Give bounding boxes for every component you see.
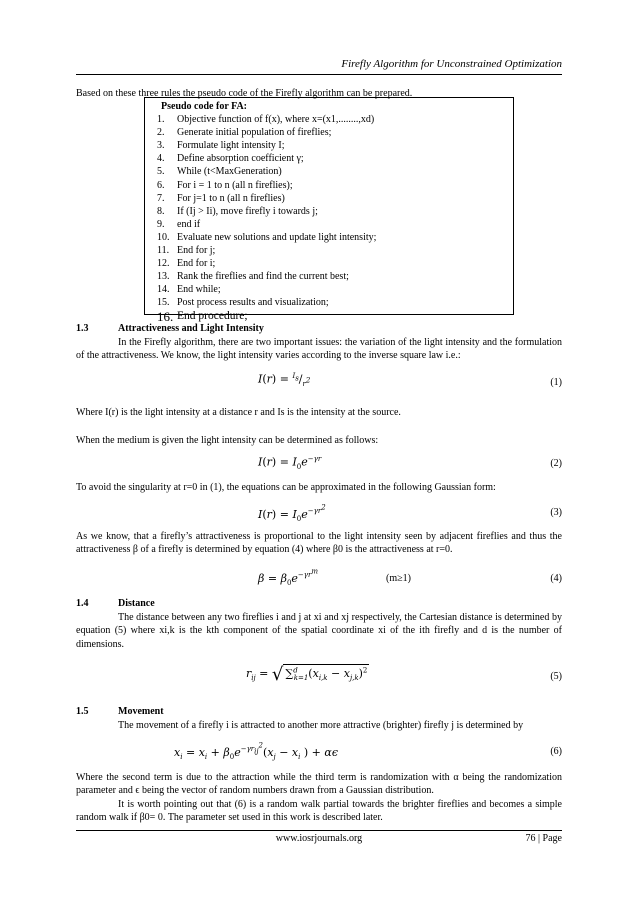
section-1-5-text-1: The movement of a firefly i is attracted to another more attractive (brighter) firefly j is determined by	[118, 720, 524, 731]
equation-4-number: (4)	[550, 573, 562, 584]
line-text: Generate initial population of fireflies;	[177, 127, 332, 139]
line-number: 13.	[157, 271, 170, 283]
line-text: End procedure;	[177, 309, 248, 322]
pseudo-code-line	[157, 165, 513, 178]
pseudo-code-line	[157, 205, 513, 218]
pseudo-code-line	[157, 139, 513, 152]
intro-text: Based on these three rules the pseudo code of the Firefly algorithm can be prepared.	[76, 88, 413, 99]
equation-3: $I(r) = I_0e^{-\gamma r^2}$	[258, 504, 326, 524]
section-1-3-text-5: As we know, that a firefly’s attractiveness is proportional to the light intensity seen by adjacent fireflies and thus the attractiveness β of a firefly is determined by equation (4) where β0 is the attractiveness at r=0.	[76, 531, 562, 556]
line-number: 12.	[157, 258, 170, 270]
section-heading-1-5	[76, 706, 164, 717]
pseudo-code-line	[157, 257, 513, 270]
line-text: For i = 1 to n (all n fireflies);	[177, 179, 293, 191]
section-number: 1.3	[76, 323, 89, 334]
pseudo-code-line	[157, 296, 513, 309]
line-number: 2.	[157, 127, 165, 139]
line-number: 7.	[157, 192, 165, 204]
line-text: Define absorption coefficient γ;	[177, 153, 304, 165]
running-title: Firefly Algorithm for Unconstrained Optimization	[341, 58, 562, 70]
section-number: 1.5	[76, 706, 89, 717]
pseudo-code-line	[157, 179, 513, 192]
section-1-3-text-3: When the medium is given the light intensity can be determined as follows:	[76, 435, 379, 446]
line-number: 10.	[157, 231, 170, 243]
line-number: 11.	[157, 245, 170, 257]
pseudo-code-line	[157, 126, 513, 139]
pseudo-code-line	[157, 310, 513, 323]
line-text: End for i;	[177, 258, 216, 270]
equation-4: $\beta = \beta_0e^{-\gamma r^m}$	[258, 568, 318, 588]
line-text: While (t<MaxGeneration)	[177, 166, 282, 178]
footer-site: www.iosrjournals.org	[275, 833, 363, 844]
section-title: Distance	[118, 598, 155, 609]
line-number: 16.	[157, 308, 174, 324]
line-text: end if	[177, 218, 201, 230]
pseudo-code-box	[144, 97, 514, 324]
line-number: 3.	[157, 140, 165, 152]
pseudo-code-line	[157, 113, 513, 126]
line-text: Objective function of f(x), where x=(x1,........,xd)	[177, 114, 375, 126]
line-number: 14.	[157, 284, 170, 296]
line-text: End while;	[177, 284, 221, 296]
pseudo-code-line	[157, 283, 513, 296]
equation-3-number: (3)	[550, 507, 562, 518]
equation-6-number: (6)	[550, 746, 562, 757]
pseudo-code-title: Pseudo code for FA:	[161, 101, 248, 112]
line-text: End for j;	[177, 245, 216, 257]
line-number: 5.	[157, 166, 165, 178]
pseudo-code-line	[157, 152, 513, 165]
pseudo-code-line	[157, 244, 513, 257]
equation-2: $I(r) = I_0e^{-\gamma r}$	[258, 455, 322, 471]
pseudo-code-line	[157, 192, 513, 205]
line-text: Evaluate new solutions and update light intensity;	[177, 231, 377, 243]
equation-5: $r_{ij}$ = √ $\sum^d_{k=1}(x_{i,k} - x_{j,k})^2$	[246, 664, 368, 685]
pseudo-code-line	[157, 270, 513, 283]
section-1-3-paragraph: In the Firefly algorithm, there are two important issues: the variation of the light intensity and the formulation of the attractiveness. We know, the light intensity varies according to the inverse square law i.e.:	[76, 337, 562, 362]
section-1-3-text-4: To avoid the singularity at r=0 in (1), the equations can be approximated in the following Gaussian form:	[76, 482, 496, 493]
footer-page-number: 76 | Page	[525, 833, 562, 844]
pseudo-code-line	[157, 231, 513, 244]
footer-rule	[76, 830, 562, 831]
line-number: 4.	[157, 153, 165, 165]
section-heading-1-3	[76, 323, 264, 334]
equation-1: $I(r) = ^{I_s}/_{r^2}$	[258, 372, 311, 388]
header-rule	[76, 74, 562, 75]
line-number: 6.	[157, 179, 165, 191]
pseudo-code-line	[157, 218, 513, 231]
section-1-3-text-2: Where I(r) is the light intensity at a distance r and Is is the intensity at the source.	[76, 407, 401, 418]
equation-6: $x_i = x_i + \beta_0e^{-\gamma r_{ij}^2}(x_j - x_i$ ) + αϵ	[174, 742, 338, 762]
equation-1-number: (1)	[550, 377, 562, 388]
line-number: 9.	[157, 218, 165, 230]
line-text: Formulate light intensity I;	[177, 140, 285, 152]
line-text: Post process results and visualization;	[177, 297, 329, 309]
line-text: Rank the fireflies and find the current best;	[177, 271, 349, 283]
line-text: If (Ij > Ii), move firefly i towards j;	[177, 205, 318, 217]
line-number: 1.	[157, 114, 165, 126]
section-heading-1-4	[76, 598, 155, 609]
section-1-4-paragraph: The distance between any two fireflies i and j at xi and xj respectively, the Cartesian distance is determined by equation (5) where xi,k is the kth component of the spatial coordinate xi of the ith firefly and d is the number of dimensions.	[76, 612, 562, 650]
line-text: For j=1 to n (all n fireflies)	[177, 192, 285, 204]
equation-5-number: (5)	[550, 671, 562, 682]
section-title: Attractiveness and Light Intensity	[118, 323, 264, 334]
equation-2-number: (2)	[550, 458, 562, 469]
line-number: 8.	[157, 205, 165, 217]
line-number: 15.	[157, 297, 170, 309]
pseudo-code-lines	[157, 113, 513, 322]
section-1-5-text-3: It is worth pointing out that (6) is a random walk partial towards the brighter fireflies and becomes a simple random walk if β0= 0. The parameter set used in this work is described later.	[76, 799, 562, 824]
section-1-5-text-2: Where the second term is due to the attraction while the third term is randomization with α being the randomization parameter and ϵ being the vector of random numbers drawn from a Gaussian distribution.	[76, 772, 562, 797]
section-title: Movement	[118, 706, 164, 717]
equation-4-condition: (m≥1)	[386, 573, 411, 584]
section-number: 1.4	[76, 598, 89, 609]
